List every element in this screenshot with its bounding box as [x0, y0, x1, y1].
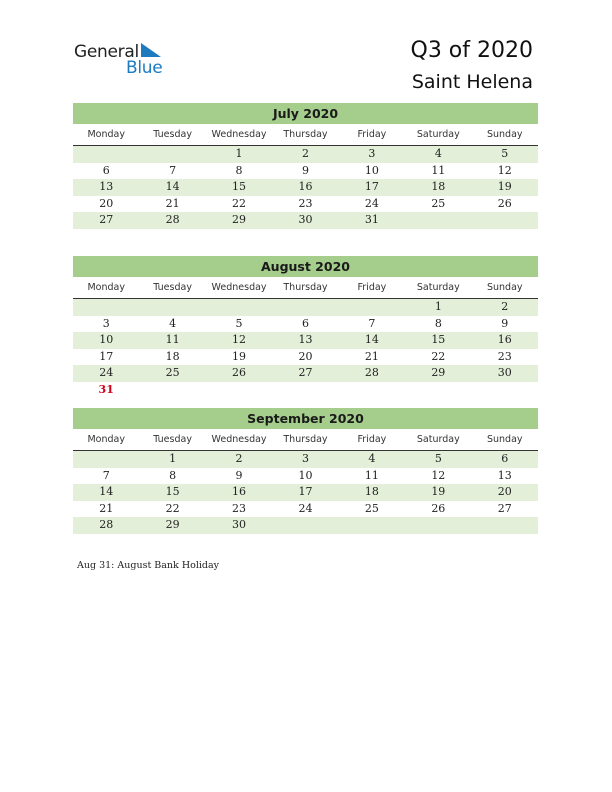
day-cell: 16: [232, 485, 247, 498]
weekday-label: Saturday: [416, 129, 460, 140]
week-rows: [73, 299, 538, 398]
day-cell: 27: [497, 501, 512, 515]
day-cell: 23: [497, 349, 512, 363]
week-row: [73, 451, 538, 468]
day-cell: 29: [431, 366, 446, 379]
week-row: [73, 146, 538, 163]
day-cell: 20: [298, 349, 313, 363]
day-cell: 15: [165, 485, 180, 498]
day-cell: 24: [364, 196, 379, 210]
day-cell: 30: [497, 366, 512, 379]
day-cell: 11: [364, 468, 379, 482]
day-cell: 7: [169, 163, 177, 177]
day-cell: [339, 517, 405, 534]
week-row: [73, 212, 538, 229]
day-cell: 5: [434, 452, 442, 465]
day-cell: 20: [99, 196, 114, 210]
week-row: [73, 365, 538, 382]
day-cell: [139, 299, 205, 316]
day-cell: 9: [301, 163, 309, 177]
day-cell: 15: [232, 180, 247, 193]
weekday-label: Friday: [357, 282, 387, 293]
day-cell: 28: [165, 213, 180, 226]
day-cell: 27: [99, 213, 114, 226]
generalblue-logo: [74, 42, 184, 78]
day-cell: 29: [232, 213, 247, 226]
day-cell: 19: [497, 180, 512, 193]
weekday-label: Thursday: [283, 129, 328, 140]
day-cell: 24: [99, 366, 114, 379]
day-cell: 2: [301, 147, 309, 160]
weekday-label: Thursday: [283, 282, 328, 293]
day-cell: [73, 299, 139, 316]
week-row: [73, 501, 538, 518]
day-cell: 30: [298, 213, 313, 226]
day-cell: 21: [364, 349, 379, 363]
weekday-label: Saturday: [416, 282, 460, 293]
day-cell: [339, 299, 405, 316]
month-header: August 2020: [73, 256, 538, 277]
day-cell: 18: [364, 485, 379, 498]
weekday-label: Friday: [357, 129, 387, 140]
day-cell: 10: [99, 333, 114, 346]
weekday-label: Wednesday: [211, 434, 267, 445]
day-cell: 17: [99, 349, 114, 363]
weekday-label: Sunday: [486, 434, 523, 445]
weekday-label: Tuesday: [153, 434, 192, 445]
day-cell: 16: [298, 180, 313, 193]
page-title: Q3 of 2020: [410, 38, 533, 63]
day-cell: 7: [102, 468, 110, 482]
day-cell: 10: [298, 468, 313, 482]
day-cell: 8: [434, 316, 442, 330]
day-cell: 6: [301, 316, 309, 330]
day-cell: 22: [232, 196, 247, 210]
logo-blue-text: Blue: [126, 58, 163, 78]
weekday-header-row: [73, 279, 538, 299]
day-cell: [405, 382, 471, 399]
day-cell: 18: [431, 180, 446, 193]
day-cell: 11: [431, 163, 446, 177]
day-cell: [272, 517, 338, 534]
day-cell: 13: [298, 333, 313, 346]
day-cell: 6: [501, 452, 509, 465]
weekday-label: Sunday: [486, 129, 523, 140]
day-cell: [405, 212, 471, 229]
week-row: [73, 163, 538, 180]
week-rows: [73, 146, 538, 229]
day-cell: 25: [431, 196, 446, 210]
weekday-label: Monday: [87, 434, 125, 445]
month-july: [73, 103, 538, 229]
day-cell: 17: [364, 180, 379, 193]
day-cell: 23: [232, 501, 247, 515]
day-cell: 26: [232, 366, 247, 379]
day-cell: 3: [368, 147, 376, 160]
day-cell: 23: [298, 196, 313, 210]
weekday-header-row: [73, 126, 538, 146]
day-cell: [272, 382, 338, 399]
day-cell: 2: [235, 452, 243, 465]
day-cell: 19: [232, 349, 247, 363]
week-row: [73, 316, 538, 333]
logo-general-text: General: [74, 42, 139, 62]
day-cell: 6: [102, 163, 110, 177]
day-cell: 13: [99, 180, 114, 193]
day-cell: 12: [497, 163, 512, 177]
day-cell: 19: [431, 485, 446, 498]
day-cell: 27: [298, 366, 313, 379]
week-row: [73, 196, 538, 213]
day-cell: 9: [501, 316, 509, 330]
day-cell: 9: [235, 468, 243, 482]
day-cell: [272, 299, 338, 316]
day-cell: [472, 517, 538, 534]
day-cell: [73, 146, 139, 163]
logo-triangle-icon: [141, 43, 163, 57]
day-cell: 20: [497, 485, 512, 498]
day-cell: [139, 146, 205, 163]
day-cell: 25: [165, 366, 180, 379]
weekday-label: Monday: [87, 129, 125, 140]
day-cell: 29: [165, 518, 180, 531]
day-cell: 26: [431, 501, 446, 515]
page-subtitle: Saint Helena: [411, 71, 533, 93]
day-cell: [206, 299, 272, 316]
day-cell: 1: [169, 452, 177, 465]
day-cell: 11: [165, 333, 180, 346]
day-cell: 8: [169, 468, 177, 482]
day-cell: 21: [99, 501, 114, 515]
day-cell: 24: [298, 501, 313, 515]
day-cell: 8: [235, 163, 243, 177]
day-cell: 14: [165, 180, 180, 193]
month-header: September 2020: [73, 408, 538, 429]
day-cell: [73, 451, 139, 468]
week-row: [73, 299, 538, 316]
week-row: [73, 349, 538, 366]
holiday-note: Aug 31: August Bank Holiday: [77, 560, 220, 571]
weekday-label: Tuesday: [153, 282, 192, 293]
week-row: [73, 484, 538, 501]
month-september: [73, 408, 538, 534]
weekday-label: Saturday: [416, 434, 460, 445]
month-header: July 2020: [73, 103, 538, 124]
day-cell: [472, 212, 538, 229]
weekday-label: Monday: [87, 282, 125, 293]
day-cell: 21: [165, 196, 180, 210]
day-cell: 4: [169, 316, 177, 330]
month-august: [73, 256, 538, 398]
day-cell: [206, 382, 272, 399]
day-cell: 12: [232, 333, 247, 346]
day-cell: [472, 382, 538, 399]
day-cell: 14: [99, 485, 114, 498]
day-cell: 28: [364, 366, 379, 379]
week-row: [73, 517, 538, 534]
day-cell: 7: [368, 316, 376, 330]
day-cell: 31: [364, 213, 379, 226]
weekday-label: Tuesday: [153, 129, 192, 140]
day-cell: 1: [235, 147, 243, 160]
weekday-label: Sunday: [486, 282, 523, 293]
week-rows: [73, 451, 538, 534]
day-cell: 1: [434, 300, 442, 313]
day-cell: 28: [99, 518, 114, 531]
day-cell: 3: [301, 452, 309, 465]
day-cell: 4: [368, 452, 376, 465]
day-cell: 5: [501, 147, 509, 160]
day-cell: 22: [431, 349, 446, 363]
week-row: [73, 468, 538, 485]
day-cell: 15: [431, 333, 446, 346]
day-cell: 31: [98, 382, 114, 396]
weekday-label: Wednesday: [211, 282, 267, 293]
day-cell: 17: [298, 485, 313, 498]
week-row: [73, 382, 538, 399]
day-cell: 30: [232, 518, 247, 531]
day-cell: 4: [434, 147, 442, 160]
week-row: [73, 179, 538, 196]
day-cell: 3: [102, 316, 110, 330]
day-cell: 26: [497, 196, 512, 210]
day-cell: 5: [235, 316, 243, 330]
day-cell: 14: [364, 333, 379, 346]
day-cell: [339, 382, 405, 399]
day-cell: [405, 517, 471, 534]
day-cell: 2: [501, 300, 509, 313]
day-cell: 18: [165, 349, 180, 363]
day-cell: 25: [364, 501, 379, 515]
weekday-label: Friday: [357, 434, 387, 445]
day-cell: 22: [165, 501, 180, 515]
weekday-label: Thursday: [283, 434, 328, 445]
weekday-header-row: [73, 431, 538, 451]
day-cell: 16: [497, 333, 512, 346]
day-cell: [139, 382, 205, 399]
day-cell: 12: [431, 468, 446, 482]
day-cell: 13: [497, 468, 512, 482]
weekday-label: Wednesday: [211, 129, 267, 140]
day-cell: 10: [364, 163, 379, 177]
week-row: [73, 332, 538, 349]
